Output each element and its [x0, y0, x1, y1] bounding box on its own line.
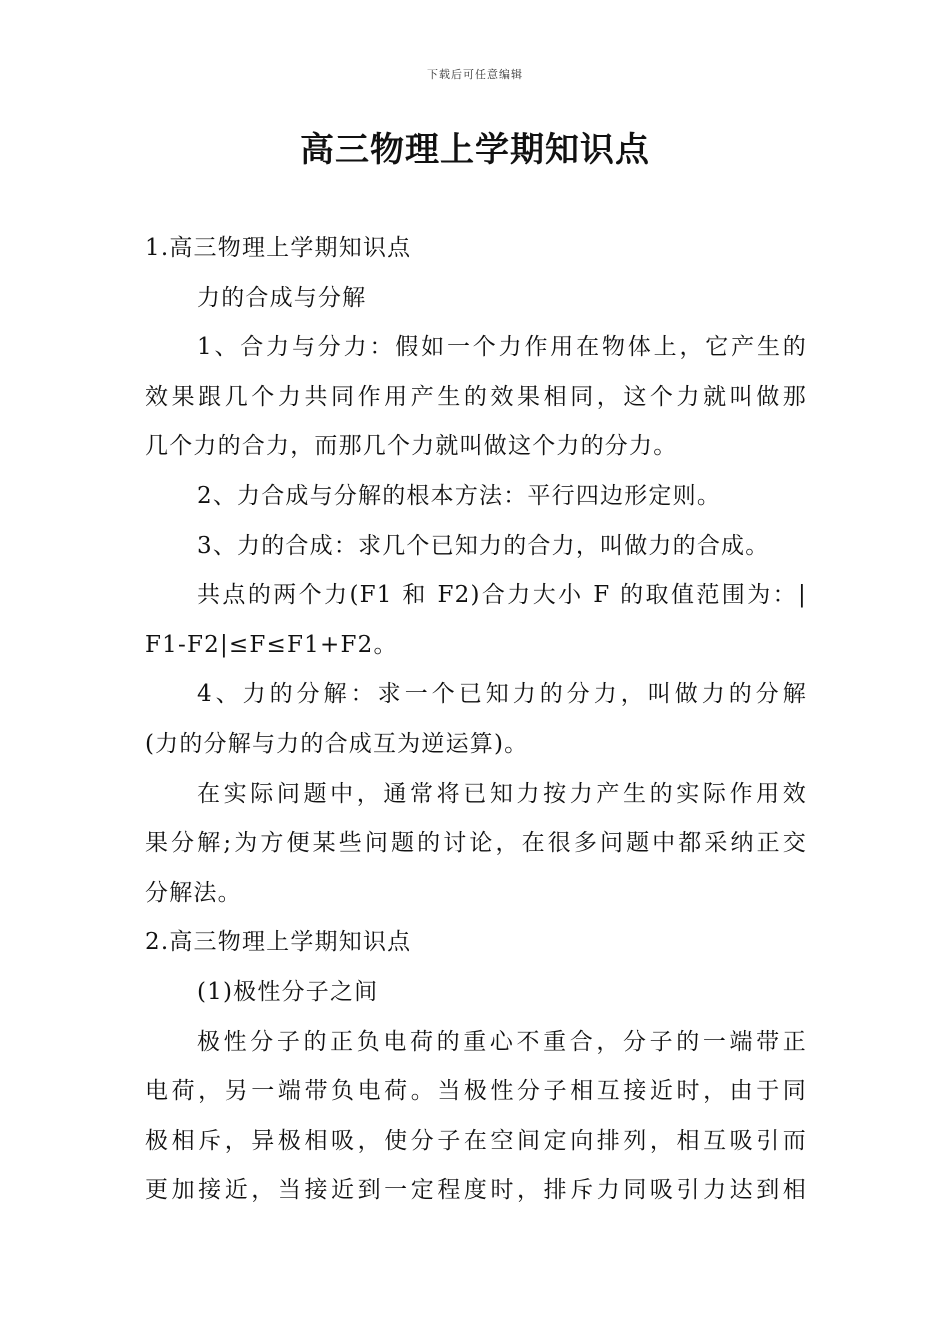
body-line: 3、力的合成：求几个已知力的合力，叫做力的合成。: [197, 532, 770, 559]
body-line: 效果跟几个力共同作用产生的效果相同，这个力就叫做那: [145, 383, 807, 410]
body-line: 电荷，另一端带负电荷。当极性分子相互接近时，由于同: [145, 1078, 807, 1105]
body-line: 在实际问题中，通常将已知力按力产生的实际作用效: [197, 780, 807, 807]
body-line: 极性分子的正负电荷的重心不重合，分子的一端带正: [197, 1028, 807, 1055]
body-line: 果分解;为方便某些问题的讨论，在很多问题中都采纳正交: [145, 830, 807, 857]
body-line: 分解法。: [145, 879, 242, 906]
body-line: 4、力的分解：求一个已知力的分力，叫做力的分解: [197, 681, 807, 708]
header-note: 下载后可任意编辑: [427, 68, 523, 81]
body-line: 极相斥，异极相吸，使分子在空间定向排列，相互吸引而: [145, 1127, 807, 1154]
body-line: F1-F2|≤F≤F1+F2。: [145, 631, 398, 658]
body-line: 共点的两个力(F1 和 F2)合力大小 F 的取值范围为：|: [197, 582, 807, 609]
body-line: 2、力合成与分解的根本方法：平行四边形定则。: [197, 482, 722, 509]
body-line: (1)极性分子之间: [197, 978, 379, 1005]
body-line: 1、合力与分力：假如一个力作用在物体上，它产生的: [197, 334, 807, 361]
body-line: 更加接近，当接近到一定程度时，排斥力同吸引力达到相: [145, 1177, 807, 1204]
body-line: (力的分解与力的合成互为逆运算)。: [145, 730, 529, 757]
document-title: 高三物理上学期知识点: [300, 130, 650, 170]
body-line: 力的合成与分解: [197, 284, 367, 311]
body-line: 1.高三物理上学期知识点: [145, 235, 412, 261]
document-body: [145, 224, 807, 1216]
body-line: 几个力的合力，而那几个力就叫做这个力的分力。: [145, 433, 678, 460]
body-line: 2.高三物理上学期知识点: [145, 929, 412, 956]
